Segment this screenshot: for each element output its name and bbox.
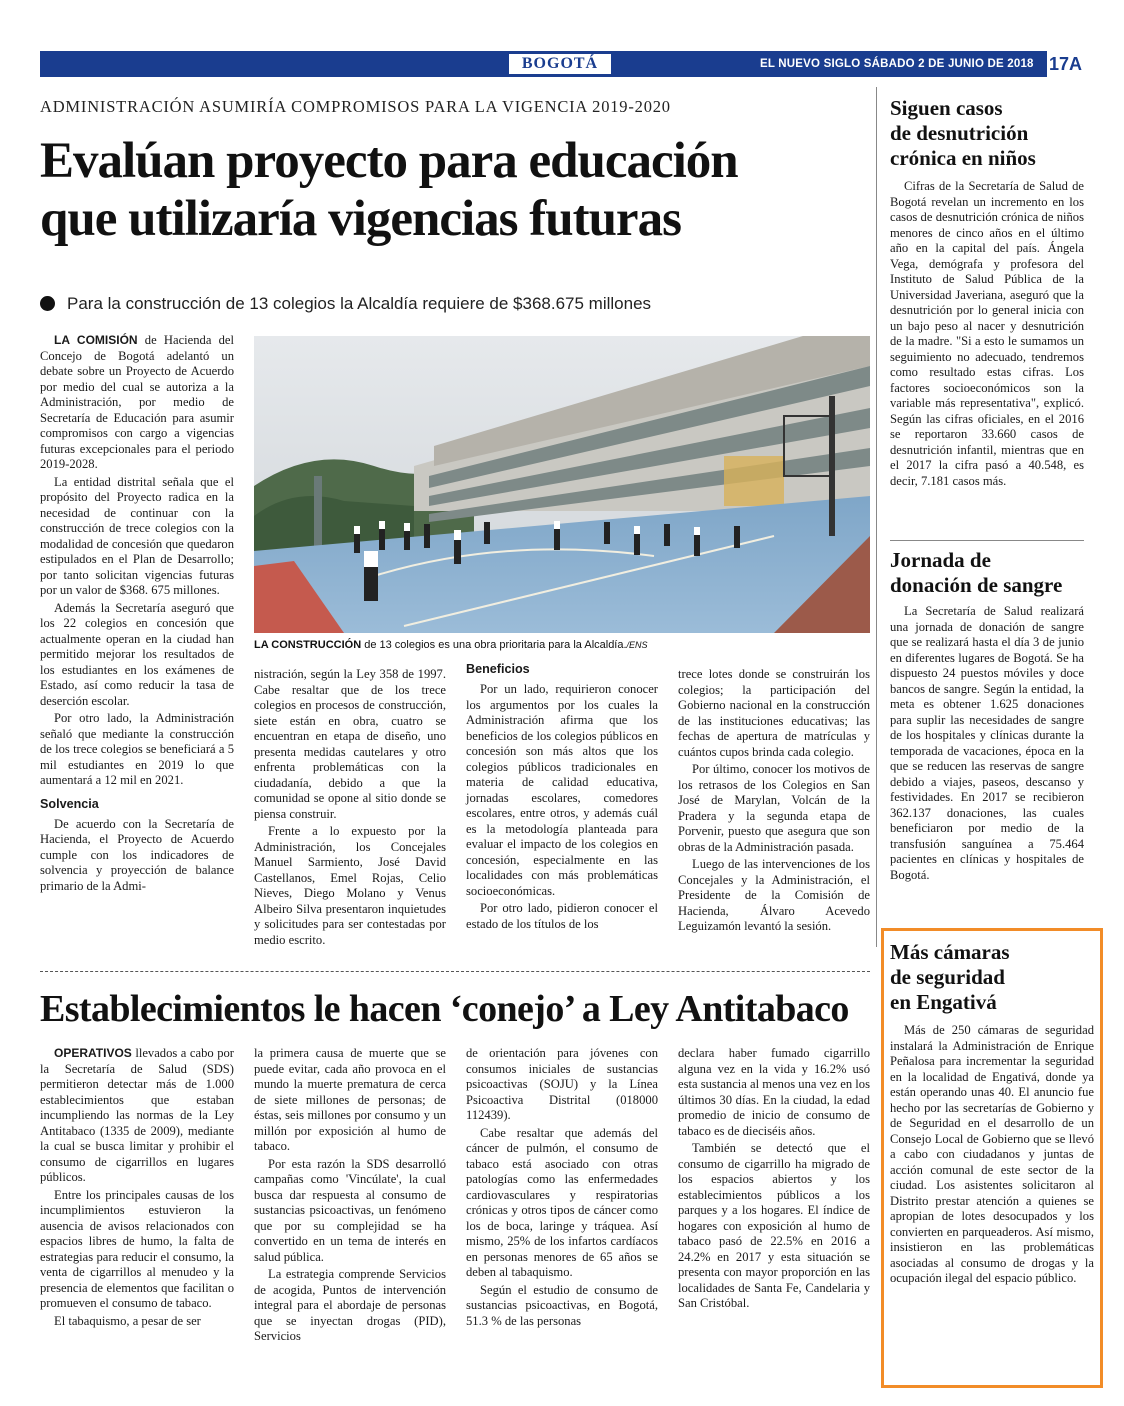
brief-title xyxy=(890,940,1094,1015)
paragraph: Por un lado, requirieron conocer los argumentos por los cuales la Administración afirma que los beneficios de los colegios públicos en concesión son más altos que los colegios públicos tradicionales en materia de calidad educativa, jornadas escolares, comedores escolares, entre otros, y además cuál es la metodología planteada para evaluar el impacto de los colegios en concesión, especialmente en las localidades con más problemáticas socioeconómicas. xyxy=(466,682,658,898)
article2-column-3 xyxy=(466,1046,658,1331)
brief-body: La Secretaría de Salud realizará una jornada de donación de sangre que se realizará hasta el día 3 de junio en diferentes lugares de Bogotá. Se ha dispuesto 24 puestos móviles y doce bancos de sangre. Según la entidad, la meta es obtener 1.625 donaciones para suplir las necesidades de sangre de los hospitales y clínicas durante la temporada de vacaciones, época en la que se reducen las reservas de sangre debido a viajes, paseos, descanso y festividades. En 2017 se recibieron 362.137 donaciones, las cuales beneficiaron por medio de la transfusión sanguínea a 75.464 pacientes en clínicas y hospitales de Bogotá. xyxy=(890,604,1084,882)
paragraph: Entre los principales causas de los incumplimientos estuvieron la ausencia de avisos relacionados con espacios libres de humo, la falta de estrategias para reducir el consumo, la venta de cigarrillos al menudeo y la presencia de elementos que facilitan o promueven el consumo de tabaco. xyxy=(40,1187,234,1310)
paragraph: declara haber fumado cigarrillo alguna vez en la vida y 16.2% usó esta sustancia al menos una vez en los últimos 30 días. En la ciudad, la edad promedio de inicio de consumo de tabaco es de dieciséis años. xyxy=(678,1046,870,1138)
paragraph: de orientación para jóvenes con consumos iniciales de sustancias psicoactivas (SOJU) y la Línea Psicoactiva Distrital (018000 112439). xyxy=(466,1046,658,1122)
section-tab xyxy=(505,54,615,74)
brief-title-line: de seguridad xyxy=(890,965,1005,989)
lead-word: LA COMISIÓN xyxy=(54,333,138,347)
sidebar-brief-camaras xyxy=(890,940,1094,1287)
sidebar-rule xyxy=(876,87,877,947)
paragraph: Por último, conocer los motivos de los retrasos de los Colegios en San José de Marylan, Volcán de la Pradera y la segunda etapa de Porvenir, puesto que asegura que son obras de la Administración pasada. xyxy=(678,762,870,854)
brief-title-line: Más cámaras xyxy=(890,940,1010,964)
brief-title xyxy=(890,96,1084,171)
article-divider xyxy=(40,971,870,972)
masthead-date: EL NUEVO SIGLO SÁBADO 2 DE JUNIO DE 2018 xyxy=(760,58,1034,70)
paragraph: Luego de las intervenciones de los Concejales y la Administración, el Presidente de la Comisión de Hacienda, Álvaro Acevedo Leguizamón levantó la sesión. xyxy=(678,857,870,933)
brief-body: Cifras de la Secretaría de Salud de Bogotá revelan un incremento en los casos de desnutrición crónica de niños menores de cinco años en el último año en la capital del país. Ángela Vega, demógrafa y profesora del Instituto de Salud Pública de la Universidad Javeriana, aseguró que la desnutrición por lo general inicia con un bajo peso al nacer y desnutrición de la madre. "Si a esto le sumamos un seguimiento no adecuado, tendremos como resultado estas cifras. Los factores socioeconómicos son la variable más representativa", explicó. Según las cifras oficiales, en el 2016 se reportaron 33.660 casos de desnutrición infantil, mientras que en el 2017 la cifra pasó a 40.548, es decir, 7.181 casos más. xyxy=(890,179,1084,488)
paragraph: trece lotes donde se construirán los colegios; la participación del Gobierno nacional en la construcción de las instituciones educativas; las fechas de apertura de matrículas y cuántos cupos brinda cada colegio. xyxy=(678,667,870,759)
paragraph: Frente a lo expuesto por la Administración, los Concejales Manuel Sarmiento, José David Castellanos, Emel Rojas, Celio Nieves, Diego Molano y Venus Albeiro Silva presentaron inquietudes y solicitudes para ser contestadas por medio escrito. xyxy=(254,824,446,947)
article1-column-3 xyxy=(466,661,658,934)
sidebar-separator xyxy=(890,540,1084,541)
caption-text: de 13 colegios es una obra prioritaria para la Alcaldía. xyxy=(361,639,627,651)
paragraph: de Hacienda del Concejo de Bogotá adelantó un debate sobre un Proyecto de Acuerdo por medio del cual se autoriza a la Administración, por medio de Secretaría de Educación para asumir compromisos con cargo a vigencias futuras excepcionales para el periodo 2019-2028. xyxy=(40,333,235,471)
paragraph: Por otro lado, la Administración señaló que mediante la construcción de los trece colegios se beneficiará a 5 mil estudiantes en 2019 lo que aumentará a 12 mil en 2021. xyxy=(40,711,234,787)
school-photo-illustration xyxy=(254,336,870,633)
school-photo xyxy=(254,336,870,633)
paragraph: Por esta razón la SDS desarrolló campañas como 'Vincúlate', la cual busca dar respuesta al consumo de sustancias psicoactivas, un fenómeno que por su complejidad se ha convertido en un tema de interés en salud pública. xyxy=(254,1156,446,1264)
page-number: 17A xyxy=(1044,51,1084,77)
paragraph: La entidad distrital señala que el propósito del Proyecto radica en la necesidad de continuar con la construcción de trece colegios con la modalidad de concesión que quedaron estipulados en el Plan de Desarrollo; por tanto solicitan vigencias futuras por un valor de $368. 675 millones. xyxy=(40,474,234,597)
paragraph: Cabe resaltar que además del cáncer de pulmón, el consumo de tabaco está asociado con otras patologías como las enfermedades cardiovasculares y respiratorias crónicas y otros tipos de cáncer como los de boca, laringe y tráquea. Así mismo, 25% de los infartos cardíacos en personas menores de 65 años se deben al tabaquismo. xyxy=(466,1125,658,1279)
paragraph: La estrategia comprende Servicios de acogida, Puntos de intervención integral para el abordaje de personas que se inyectan drogas (PID), Servicios xyxy=(254,1267,446,1343)
brief-title xyxy=(890,548,1084,598)
article2-headline: Establecimientos le hacen ‘conejo’ a Ley Antitabaco xyxy=(40,988,849,1030)
article2-column-1 xyxy=(40,1046,234,1331)
subhead-text: Para la construcción de 13 colegios la Alcaldía requiere de $368.675 millones xyxy=(67,294,652,313)
caption-lead: LA CONSTRUCCIÓN xyxy=(254,639,362,651)
brief-title-line: Jornada de xyxy=(890,548,991,572)
brief-title-line: de desnutrición xyxy=(890,121,1029,145)
article1-column-2 xyxy=(254,667,446,950)
paragraph: De acuerdo con la Secretaría de Hacienda, el Proyecto de Acuerdo cumple con los indicadores de solvencia y proyección de balance primario de la Admi- xyxy=(40,816,234,893)
paragraph: Por otro lado, pidieron conocer el estado de los títulos de los xyxy=(466,901,658,931)
section-label: BOGOTÁ xyxy=(521,55,599,72)
article1-kicker: ADMINISTRACIÓN ASUMIRÍA COMPROMISOS PARA LA VIGENCIA 2019-2020 xyxy=(40,97,671,116)
brief-title-line: crónica en niños xyxy=(890,146,1036,170)
article2-column-2 xyxy=(254,1046,446,1347)
paragraph: llevados a cabo por la Secretaría de Salud (SDS) permitieron detectar más de 1.000 establecimientos que estaban incumpliendo las normas de la Ley Antitabaco (1335 de 2009), mediante la cual se busca limitar y prohibir el consumo de cigarrillos en lugares públicos. xyxy=(40,1046,234,1184)
article1-column-1 xyxy=(40,333,234,896)
headline-line-1: Evalúan proyecto para educación xyxy=(40,133,738,189)
article2-column-4 xyxy=(678,1046,870,1314)
bullet-icon xyxy=(40,296,55,311)
article1-subhead xyxy=(40,293,870,315)
brief-title-line: Siguen casos xyxy=(890,96,1003,120)
sidebar-brief-desnutricion xyxy=(890,96,1084,489)
subheading-beneficios: Beneficios xyxy=(466,662,530,676)
article1-headline xyxy=(40,132,870,248)
brief-title-line: donación de sangre xyxy=(890,573,1063,597)
sidebar-brief-donacion xyxy=(890,548,1084,883)
lead-word: OPERATIVOS xyxy=(54,1046,132,1060)
paragraph: También se detectó que el consumo de cigarrillo ha migrado de los espacios abiertos y los establecimientos públicos a los parques y a los hogares. El índice de hogares con exposición al humo de tabaco pasó de 22.5% en 2016 a 24.2% en 2017 y esta situación se presenta con mayor proporción en las localidades de Santa Fe, Candelaria y San Cristóbal. xyxy=(678,1141,870,1310)
paragraph: El tabaquismo, a pesar de ser xyxy=(54,1313,201,1328)
brief-title-line: en Engativá xyxy=(890,990,997,1014)
paragraph: Además la Secretaría aseguró que los 22 colegios en concesión que actualmente operan en la ciudad han permitido mejorar los resultados de los estudiantes en los exámenes de Estado, así como reducir la tasa de deserción escolar. xyxy=(40,600,234,708)
paragraph: Según el estudio de consumo de sustancias psicoactivas, en Bogotá, 51.3 % de las personas xyxy=(466,1282,658,1328)
subheading-solvencia: Solvencia xyxy=(40,796,99,811)
article1-column-4 xyxy=(678,667,870,937)
headline-line-2: que utilizaría vigencias futuras xyxy=(40,191,681,247)
paragraph: nistración, según la Ley 358 de 1997. Cabe resaltar que de los trece colegios en procesos de construcción, siete están en obra, cuatro se encuentran en etapa de diseño, uno presenta medidas cautelares y otro enfrenta problemáticas con la ciudadanía, debido a que la comunidad se opone al sitio donde se piensa construir. xyxy=(254,667,446,821)
brief-body: Más de 250 cámaras de seguridad instalará la Administración de Enrique Peñalosa para incrementar la seguridad en la localidad de Engativá, donde ya están operando unas 40. El anuncio fue hecho por las secretarías de Gobierno y de Seguridad en el desarrollo de un Consejo Local de Gobierno que se llevó a cabo con ciudadanos y juntas de acción comunal de este sector de la ciudad. Los asistentes solicitaron al Distrito prestar atención a quienes se apropian de lotes desocupados y los convierten en parqueaderos. Así mismo, insistieron en las problemáticas asociadas al consumo de drogas y la ocupación ilegal del espacio público. xyxy=(890,1023,1094,1285)
photo-caption xyxy=(254,638,870,652)
paragraph: la primera causa de muerte que se puede evitar, cada año provoca en el mundo la muerte prematura de cerca de siete millones de personas; de éstas, seis millones por consumo y un millón por exposición al humo de tabaco. xyxy=(254,1046,446,1153)
photo-credit: /ENS xyxy=(626,640,648,650)
